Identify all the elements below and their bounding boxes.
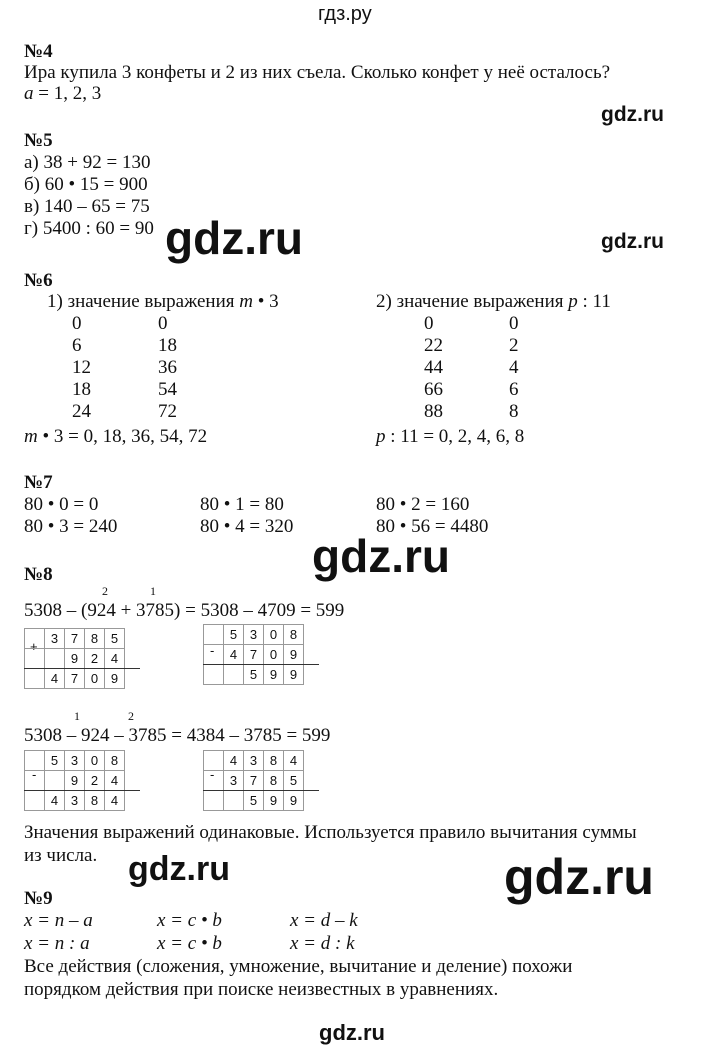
watermark-footer: gdz.ru — [319, 1020, 385, 1045]
watermark-medium: gdz.ru — [128, 850, 230, 888]
task6-summary-1: m • 3 = 0, 18, 36, 54, 72 — [24, 426, 208, 447]
task9-formula: x = c • b — [157, 910, 222, 931]
task8-title: №8 — [24, 564, 53, 585]
task7-item: 80 • 4 = 320 — [200, 516, 294, 537]
task5-title: №5 — [24, 130, 53, 151]
table1-col2: 54 — [158, 379, 177, 400]
column-calculation-4: 4 3 8 4 3 7 8 5 5 9 9 — [203, 750, 304, 811]
task4-answer: a = 1, 2, 3 — [24, 83, 102, 104]
table2-col2: 4 — [509, 357, 519, 378]
task5-line-c: в) 140 – 65 = 75 — [24, 196, 150, 217]
table1-col1: 18 — [72, 379, 91, 400]
table1-col1: 6 — [72, 335, 82, 356]
task6-title: №6 — [24, 270, 53, 291]
task5-line-d: г) 5400 : 60 = 90 — [24, 218, 154, 239]
site-header: гдз.ру — [318, 3, 372, 25]
order-mark: 2 — [128, 709, 134, 723]
table2-col2: 2 — [509, 335, 519, 356]
table1-col2: 72 — [158, 401, 177, 422]
task7-title: №7 — [24, 472, 53, 493]
table2-col1: 22 — [424, 335, 443, 356]
task5-line-b: б) 60 • 15 = 900 — [24, 174, 148, 195]
task6-header-2: 2) значение выражения p : 11 — [376, 291, 611, 312]
calc-sign: - — [32, 767, 37, 782]
task5-line-a: а) 38 + 92 = 130 — [24, 152, 151, 173]
watermark-large: gdz.ru — [504, 849, 654, 905]
task7-item: 80 • 2 = 160 — [376, 494, 470, 515]
table2-col2: 8 — [509, 401, 519, 422]
task9-formula: x = n : a — [24, 933, 90, 954]
task6-header-1: 1) значение выражения m • 3 — [47, 291, 279, 312]
task7-item: 80 • 0 = 0 — [24, 494, 99, 515]
column-calculation-1: 3 7 8 5 9 2 4 4 7 0 9 — [24, 628, 125, 689]
table1-col1: 12 — [72, 357, 91, 378]
task9-formula: x = n – a — [24, 910, 93, 931]
task9-formula: x = d : k — [290, 933, 355, 954]
task9-text-2: порядком действия при поиске неизвестных в уравнениях. — [24, 979, 499, 1000]
table1-col1: 0 — [72, 313, 82, 334]
watermark-small: gdz.ru — [601, 230, 664, 253]
table1-col2: 36 — [158, 357, 177, 378]
task7-item: 80 • 1 = 80 — [200, 494, 284, 515]
table2-col2: 0 — [509, 313, 519, 334]
order-mark: 2 — [102, 584, 108, 598]
calc-sign: - — [210, 767, 215, 782]
sum-line — [203, 790, 319, 791]
calc-sign: + — [30, 639, 38, 654]
order-mark: 1 — [74, 709, 80, 723]
task4-title: №4 — [24, 41, 53, 62]
column-calculation-3: 5 3 0 8 9 2 4 4 3 8 4 — [24, 750, 125, 811]
task7-item: 80 • 3 = 240 — [24, 516, 118, 537]
table2-col1: 0 — [424, 313, 434, 334]
table2-col1: 66 — [424, 379, 443, 400]
column-calculation-2: 5 3 0 8 4 7 0 9 5 9 9 — [203, 624, 304, 685]
sum-line — [24, 668, 140, 669]
task9-formula: x = d – k — [290, 910, 358, 931]
watermark-small: gdz.ru — [601, 103, 664, 126]
table2-col1: 44 — [424, 357, 443, 378]
task8-conclusion-2: из числа. — [24, 845, 98, 866]
task6-summary-2: p : 11 = 0, 2, 4, 6, 8 — [376, 426, 525, 447]
sum-line — [24, 790, 140, 791]
watermark-large: gdz.ru — [312, 530, 450, 582]
sum-line — [203, 664, 319, 665]
calc-sign: - — [210, 643, 215, 658]
table1-col2: 0 — [158, 313, 168, 334]
task9-title: №9 — [24, 888, 53, 909]
table1-col2: 18 — [158, 335, 177, 356]
task8-expression-2: 5308 – 924 – 3785 = 4384 – 3785 = 599 — [24, 725, 331, 746]
task7-item: 80 • 56 = 4480 — [376, 516, 489, 537]
table1-col1: 24 — [72, 401, 91, 422]
task8-conclusion-1: Значения выражений одинаковые. Используется правило вычитания суммы — [24, 822, 637, 843]
table2-col2: 6 — [509, 379, 519, 400]
table2-col1: 88 — [424, 401, 443, 422]
watermark-large: gdz.ru — [165, 212, 303, 264]
task4-text: Ира купила 3 конфеты и 2 из них съела. Сколько конфет у неё осталось? — [24, 62, 611, 83]
task8-expression-1: 5308 – (924 + 3785) = 5308 – 4709 = 599 — [24, 600, 345, 621]
order-mark: 1 — [150, 584, 156, 598]
task9-formula: x = c • b — [157, 933, 222, 954]
task9-text-1: Все действия (сложения, умножение, вычитание и деление) похожи — [24, 956, 573, 977]
